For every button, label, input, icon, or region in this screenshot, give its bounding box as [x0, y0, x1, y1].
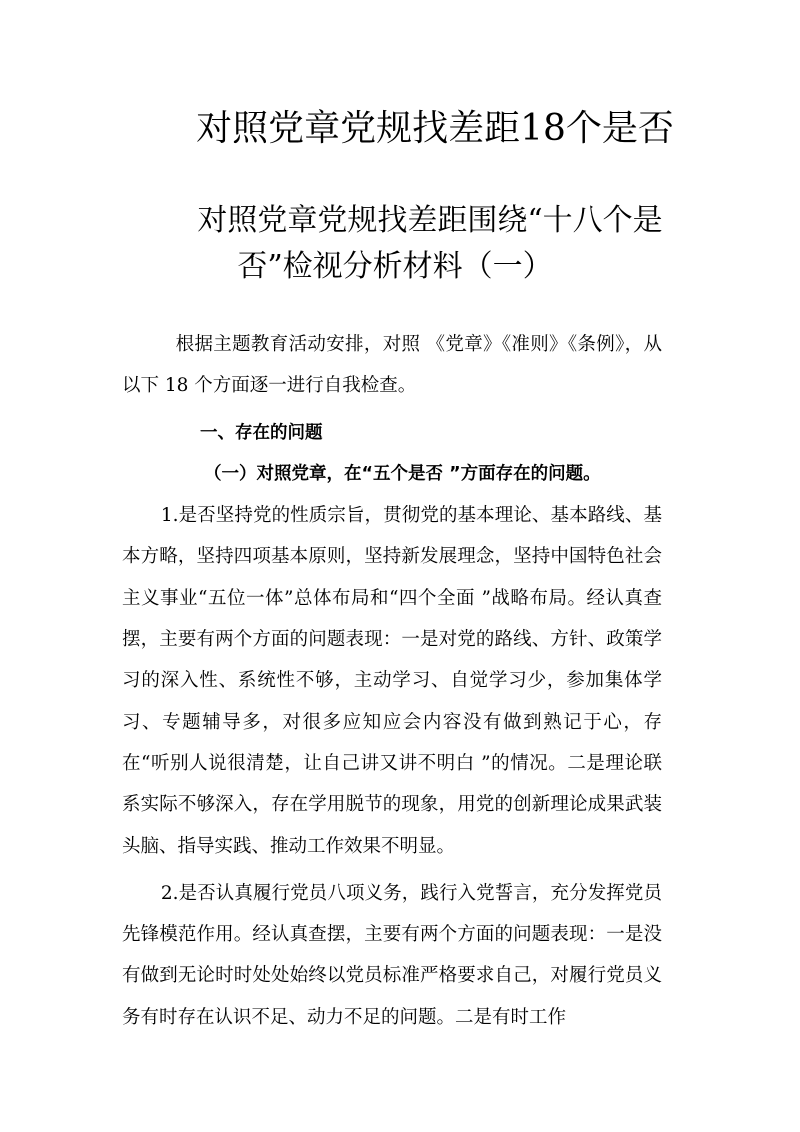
- document-subtitle-line1: 对照党章党规找差距围绕“十八个是: [197, 203, 663, 238]
- section-heading-problems: 一、存在的问题: [200, 422, 323, 443]
- intro-paragraph: 根据主题教育活动安排，对照 《党章》《准则》《条例》，从以下 18 个方面逐一进行自我检查。: [122, 334, 662, 397]
- item-paragraph-2: 2.是否认真履行党员八项义务，践行入党誓言，充分发挥党员先锋模范作用。经认真查摆，主要有两个方面的问题表现：一是没有做到无论时时处处始终以党员标准严格要求自己，对履行党员义务有时存在认识不足、动力不足的问题。二是有时工作: [122, 882, 662, 1028]
- document-title: 对照党章党规找差距18个是否: [196, 108, 674, 149]
- item-paragraph-1: 1.是否坚持党的性质宗旨，贯彻党的基本理论、基本路线、基本方略，坚持四项基本原则，坚持新发展理念，坚持中国特色社会主义事业“五位一体”总体布局和“四个全面 ”战略布局。经认真查摆，主要有两个方面的问题表现：一是对党的路线、方针、政策学习的深入性、系统性不够，主动学习、自觉学习少，参加集体学习、专题辅导多，对很多应知应会内容没有做到熟记于心，存在“听别人说很清楚，让自己讲又讲不明白 ”的情况。二是理论联系实际不够深入，存在学用脱节的现象，用党的创新理论成果武装头脑、指导实践、推动工作效果不明显。: [122, 505, 662, 857]
- document-body: [122, 324, 662, 1038]
- subsection-heading-party-constitution: （一）对照党章，在“五个是否 ”方面存在的问题。: [204, 463, 601, 484]
- document-subtitle-line2: 否”检视分析材料（一）: [237, 249, 553, 284]
